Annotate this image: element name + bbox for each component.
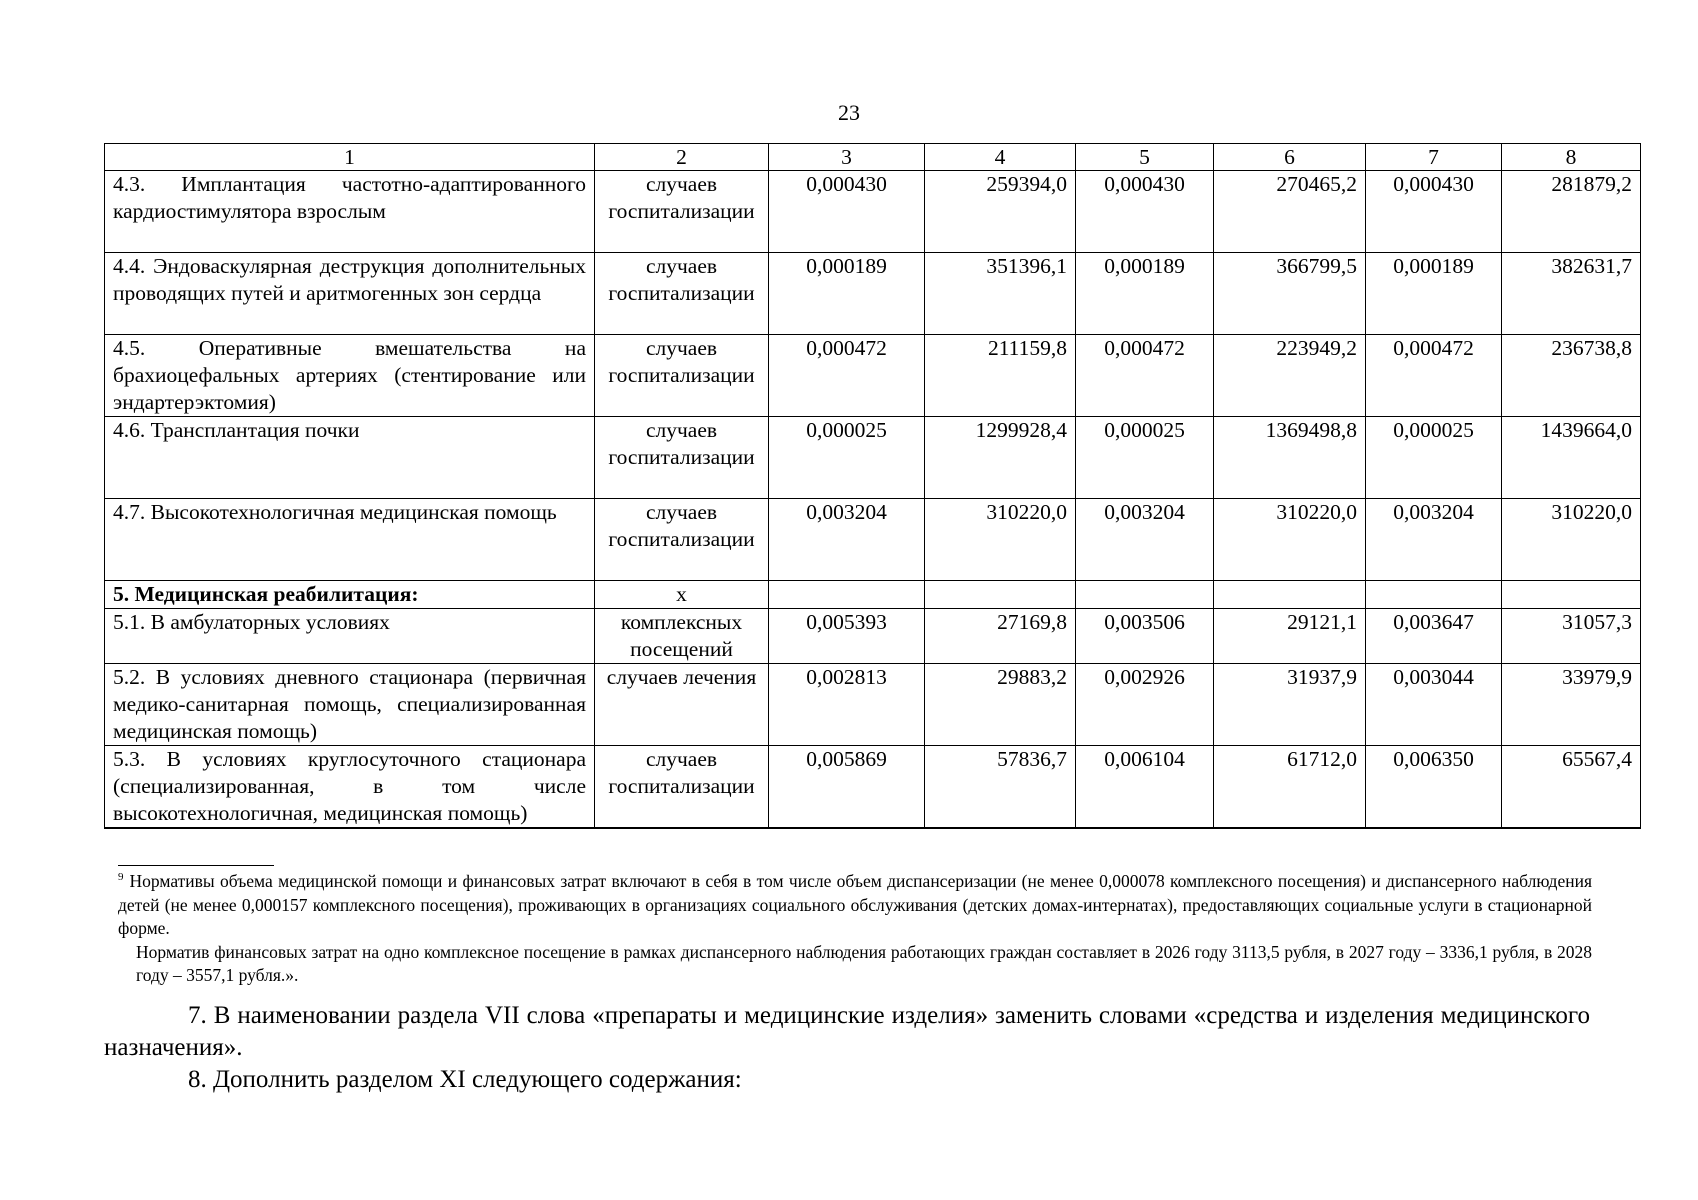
column-header: 3: [769, 144, 925, 171]
cell-value: 0,003506: [1076, 609, 1214, 664]
table-row: [105, 664, 1641, 746]
table-row: [105, 335, 1641, 417]
cell-value: 259394,0: [925, 171, 1076, 253]
column-header: 7: [1366, 144, 1502, 171]
row-unit: случаев госпитализации: [595, 253, 769, 335]
footnotes: [118, 870, 1592, 988]
column-header: 6: [1214, 144, 1366, 171]
cell-value: 29883,2: [925, 664, 1076, 746]
cell-value: 31937,9: [1214, 664, 1366, 746]
footnote-paragraph: [118, 870, 1592, 941]
cell-value: 281879,2: [1502, 171, 1641, 253]
row-unit: х: [595, 581, 769, 609]
cell-value: 270465,2: [1214, 171, 1366, 253]
column-header: 4: [925, 144, 1076, 171]
cell-value: 57836,7: [925, 746, 1076, 829]
row-unit: случаев госпитализации: [595, 746, 769, 829]
cell-value: 0,000025: [1366, 417, 1502, 499]
cell-value: 310220,0: [1214, 499, 1366, 581]
cell-value: 1369498,8: [1214, 417, 1366, 499]
cell-value: 0,000472: [769, 335, 925, 417]
cell-value: 0,006104: [1076, 746, 1214, 829]
cell-value: [1214, 581, 1366, 609]
cell-value: 61712,0: [1214, 746, 1366, 829]
cell-value: 310220,0: [1502, 499, 1641, 581]
cell-value: 0,000430: [1076, 171, 1214, 253]
cell-value: 223949,2: [1214, 335, 1366, 417]
row-unit: случаев лечения: [595, 664, 769, 746]
cell-value: 382631,7: [1502, 253, 1641, 335]
norms-table: [104, 143, 1641, 829]
footnote-divider: [118, 865, 274, 866]
cell-value: 0,000430: [1366, 171, 1502, 253]
cell-value: 0,000430: [769, 171, 925, 253]
cell-value: 33979,9: [1502, 664, 1641, 746]
cell-value: 31057,3: [1502, 609, 1641, 664]
cell-value: [925, 581, 1076, 609]
cell-value: 0,003044: [1366, 664, 1502, 746]
row-unit: случаев госпитализации: [595, 171, 769, 253]
footnote-text: Норматив финансовых затрат на одно комплексное посещение в рамках диспансерного наблюдения работающих граждан составляет в 2026 году 3113,5 рубля, в 2027 году – 3336,1 рубля, в 2028 году – 3557,1 рубля.».: [136, 941, 1592, 985]
cell-value: 0,002813: [769, 664, 925, 746]
table-row: [105, 417, 1641, 499]
footnote-text: Нормативы объема медицинской помощи и финансовых затрат включают в себя в том числе объем диспансеризации (не менее 0,000078 комплексного посещения) и диспансерного наблюдения детей (не менее 0,000157 комплексного посещения), проживающих в организациях социального обслуживания (детских домах-интернатах), предоставляющих социальные услуги в стационарной форме.: [118, 871, 1592, 938]
cell-value: 236738,8: [1502, 335, 1641, 417]
cell-value: 0,003647: [1366, 609, 1502, 664]
cell-value: 0,003204: [1366, 499, 1502, 581]
row-name: 5.1. В амбулаторных условиях: [105, 609, 595, 664]
paragraph-8: 8. Дополнить разделом XI следующего содержания:: [188, 1066, 742, 1093]
row-name: 5.2. В условиях дневного стационара (первичная медико-санитарная помощь, специализированная медицинская помощь): [105, 664, 595, 746]
row-name: 4.5. Оперативные вмешательства на брахиоцефальных артериях (стентирование или эндартерэктомия): [105, 335, 595, 417]
cell-value: 0,000189: [769, 253, 925, 335]
row-name: 4.7. Высокотехнологичная медицинская помощь: [105, 499, 595, 581]
table-header-row: [105, 144, 1641, 171]
table-row: [105, 609, 1641, 664]
cell-value: 0,006350: [1366, 746, 1502, 829]
cell-value: 351396,1: [925, 253, 1076, 335]
cell-value: 0,003204: [1076, 499, 1214, 581]
page-number: 23: [838, 100, 860, 125]
cell-value: 211159,8: [925, 335, 1076, 417]
footnote-marker: 9: [118, 871, 124, 884]
cell-value: [1076, 581, 1214, 609]
cell-value: 65567,4: [1502, 746, 1641, 829]
section-heading: 5. Медицинская реабилитация:: [105, 581, 595, 609]
table-row-section: [105, 581, 1641, 609]
cell-value: 0,000472: [1076, 335, 1214, 417]
row-unit: случаев госпитализации: [595, 335, 769, 417]
cell-value: [1366, 581, 1502, 609]
row-name: 4.6. Трансплантация почки: [105, 417, 595, 499]
table-row: [105, 746, 1641, 829]
row-name: 5.3. В условиях круглосуточного стационара (специализированная, в том числе высокотехнологичная, медицинская помощь): [105, 746, 595, 829]
cell-value: 0,000189: [1076, 253, 1214, 335]
paragraph-7: 7. В наименовании раздела VII слова «препараты и медицинские изделия» заменить словами «средства и изделения медицинского назначения».: [104, 1002, 1590, 1061]
cell-value: 0,003204: [769, 499, 925, 581]
table-row: [105, 171, 1641, 253]
row-unit: случаев госпитализации: [595, 499, 769, 581]
footnote-paragraph: [118, 941, 1592, 988]
column-header: 8: [1502, 144, 1641, 171]
cell-value: 1439664,0: [1502, 417, 1641, 499]
row-unit: случаев госпитализации: [595, 417, 769, 499]
column-header: 2: [595, 144, 769, 171]
table-row: [105, 253, 1641, 335]
column-header: 1: [105, 144, 595, 171]
cell-value: 0,000189: [1366, 253, 1502, 335]
cell-value: 29121,1: [1214, 609, 1366, 664]
row-name: 4.3. Имплантация частотно-адаптированного кардиостимулятора взрослым: [105, 171, 595, 253]
column-header: 5: [1076, 144, 1214, 171]
cell-value: 0,000025: [1076, 417, 1214, 499]
cell-value: 0,005393: [769, 609, 925, 664]
cell-value: 0,002926: [1076, 664, 1214, 746]
cell-value: 0,005869: [769, 746, 925, 829]
cell-value: 366799,5: [1214, 253, 1366, 335]
cell-value: 27169,8: [925, 609, 1076, 664]
body-text: [104, 1000, 1590, 1096]
row-unit: комплексных посещений: [595, 609, 769, 664]
table-row: [105, 499, 1641, 581]
cell-value: 1299928,4: [925, 417, 1076, 499]
cell-value: 0,000472: [1366, 335, 1502, 417]
cell-value: [769, 581, 925, 609]
row-name: 4.4. Эндоваскулярная деструкция дополнительных проводящих путей и аритмогенных зон сердца: [105, 253, 595, 335]
cell-value: 0,000025: [769, 417, 925, 499]
cell-value: 310220,0: [925, 499, 1076, 581]
cell-value: [1502, 581, 1641, 609]
